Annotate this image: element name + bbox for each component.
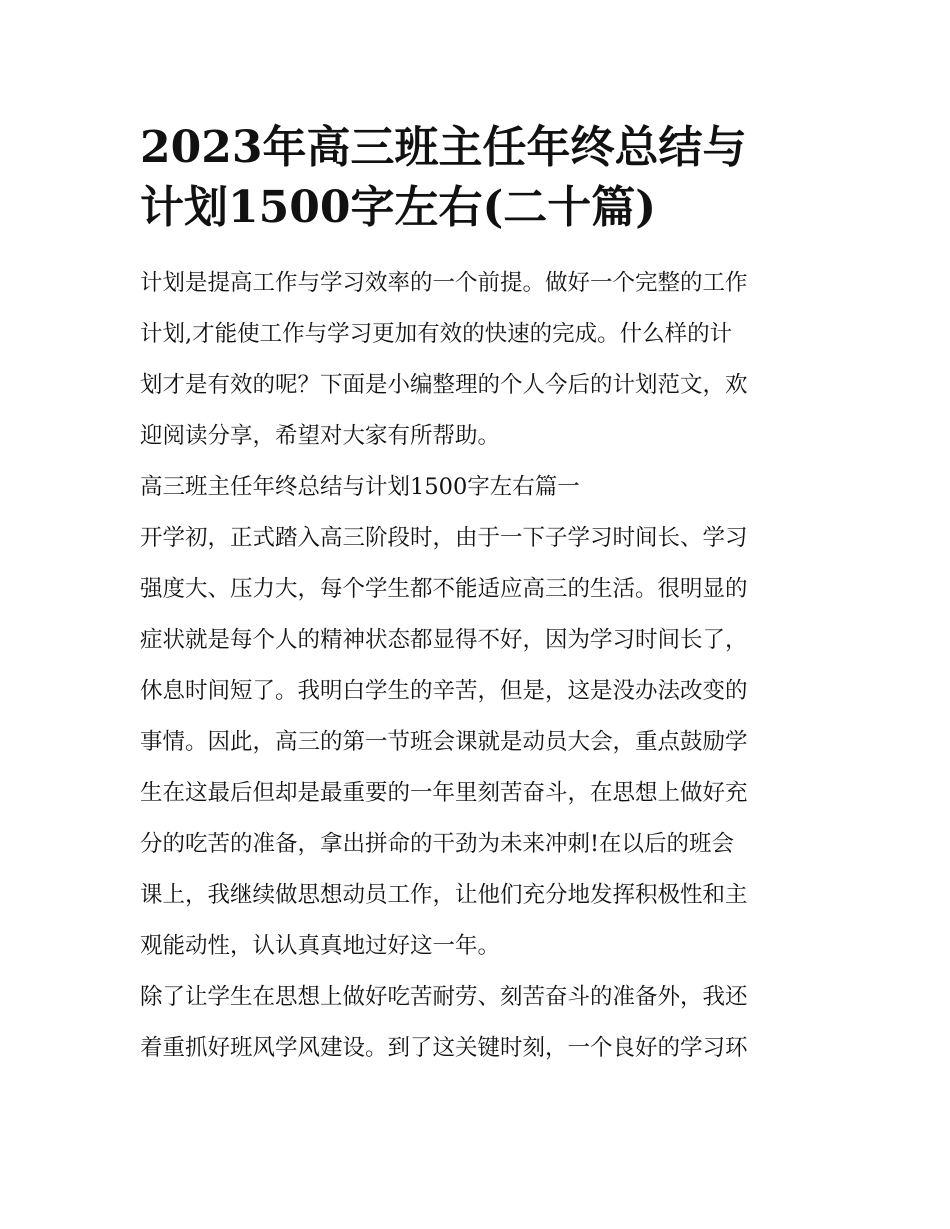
- text-line: 观能动性，认认真真地过好这一年。: [140, 933, 501, 959]
- text-line: 划才是有效的呢？下面是小编整理的个人今后的计划范文，欢: [140, 372, 748, 398]
- text-line: 生在这最后但却是最重要的一年里刻苦奋斗，在思想上做好充: [140, 780, 748, 806]
- text-line: 开学初，正式踏入高三阶段时，由于一下子学习时间长、学习: [140, 525, 748, 551]
- section-heading: [140, 462, 812, 513]
- text-line: 除了让学生在思想上做好吃苦耐劳、刻苦奋斗的准备外，我还: [140, 984, 748, 1010]
- title-line: 计划1500字左右(二十篇): [140, 182, 657, 233]
- text-line: 症状就是每个人的精神状态都显得不好，因为学习时间长了，: [140, 627, 748, 653]
- text-line: 计划是提高工作与学习效率的一个前提。做好一个完整的工作: [140, 270, 748, 296]
- text-line: 事情。因此，高三的第一节班会课就是动员大会，重点鼓励学: [140, 729, 748, 755]
- intro-paragraph: [140, 258, 812, 462]
- document-page: [140, 118, 812, 1074]
- body-paragraph-2: [140, 972, 812, 1074]
- text-line: 计划,才能使工作与学习更加有效的快速的完成。什么样的计: [140, 321, 733, 347]
- text-line: 课上，我继续做思想动员工作，让他们充分地发挥积极性和主: [140, 882, 748, 908]
- title-line: 2023年高三班主任年终总结与: [140, 122, 747, 173]
- text-line: 着重抓好班风学风建设。到了这关键时刻，一个良好的学习环: [140, 1035, 748, 1061]
- text-line: 迎阅读分享，希望对大家有所帮助。: [140, 423, 501, 449]
- document-title: [140, 118, 812, 238]
- body-paragraph-1: [140, 513, 812, 972]
- text-line: 分的吃苦的准备，拿出拼命的干劲为未来冲刺!在以后的班会: [140, 831, 735, 857]
- text-line: 休息时间短了。我明白学生的辛苦，但是，这是没办法改变的: [140, 678, 748, 704]
- text-line: 强度大、压力大，每个学生都不能适应高三的生活。很明显的: [140, 576, 748, 602]
- section-heading-text: 高三班主任年终总结与计划1500字左右篇一: [140, 474, 580, 500]
